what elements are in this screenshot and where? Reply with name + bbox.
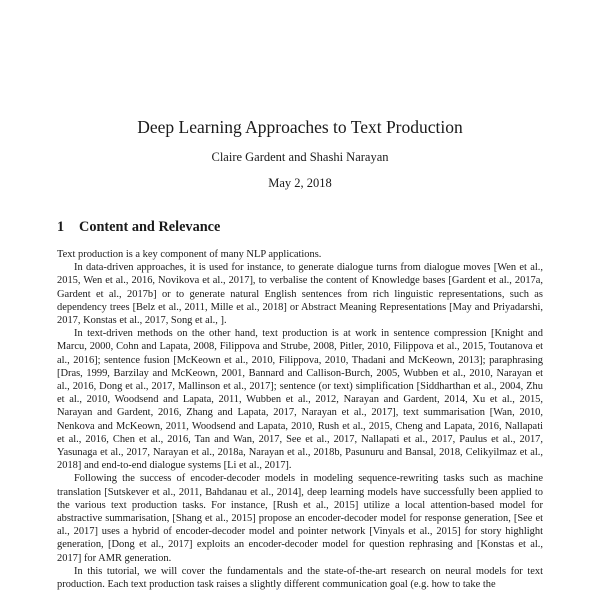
section-number: 1 xyxy=(57,219,65,235)
paper-title: Deep Learning Approaches to Text Production xyxy=(137,117,463,137)
paragraph-data-driven: In data-driven approaches, it is used for instance, to generate dialogue turns from dialogue moves [Wen et al., 2015, Wen et al., 2016, Novikova et al., 2017], to verbalise the content of Knowledge bases [Gardent et al., 2017a, Gardent et al., 2017b] or to generate natural English sentences from rich linguistic representations, such as dependency trees [Belz et al., 2011, Mille et al., 2018] or Abstract Meaning Representations [May and Priyadarshi, 2017, Konstas et al., 2017, Song et al., ]. xyxy=(57,262,543,327)
paper-date: May 2, 2018 xyxy=(268,176,332,190)
paragraph-text-driven: In text-driven methods on the other hand, text production is at work in sentence compression [Knight and Marcu, 2000, Cohn and Lapata, 2008, Filippova and Strube, 2008, Pitler, 2010, Filippova et al., 2015, Toutanova et al., 2016]; sentence fusion [McKeown et al., 2010, Filippova, 2010, Thadani and McKeown, 2013]; paraphrasing [Dras, 1999, Barzilay and McKeown, 2001, Bannard and Callison-Burch, 2005, Wubben et al., 2010, Narayan et al., 2016, Dong et al., 2017, Mallinson et al., 2017]; sentence (or text) simplification [Siddharthan et al., 2004, Zhu et al., 2010, Woodsend and Lapata, 2011, Wubben et al., 2012, Narayan and Gardent, 2014, Xu et al., 2015, Narayan and Gardent, 2016, Zhang and Lapata, 2017, Narayan et al., 2017], text summarisation [Wan, 2010, Nenkova and McKeown, 2011, Woodsend and Lapata, 2010, Rush et al., 2015, Cheng and Lapata, 2016, Nallapati et al., 2016, Chen et al., 2016, Tan and Wan, 2017, See et al., 2017, Nallapati et al., 2017, Paulus et al., 2017, Yasunaga et al., 2017, Narayan et al., 2018a, Narayan et al., 2018b, Pasunuru and Bansal, 2018, Celikyilmaz et al., 2018] and end-to-end dialogue systems [Li et al., 2017]. xyxy=(57,328,543,472)
paragraph-intro: Text production is a key component of many NLP applications. xyxy=(57,249,322,260)
paragraph-tutorial: In this tutorial, we will cover the fundamentals and the state-of-the-art research on neural models for text production. Each text production task raises a slightly different communication goal (e.g. how to take the xyxy=(57,565,543,591)
paper-authors: Claire Gardent and Shashi Narayan xyxy=(211,150,389,164)
section-title: Content and Relevance xyxy=(79,219,221,235)
section-body xyxy=(57,248,543,591)
section-heading xyxy=(57,219,220,236)
paragraph-encoder-decoder: Following the success of encoder-decoder models in modeling sequence-rewriting tasks such as machine translation [Sutskever et al., 2011, Bahdanau et al., 2014], deep learning models have successfully been applied to the various text production tasks. For instance, [Rush et al., 2015] utilize a local attention-based model for abstractive summarisation, [Shang et al., 2015] propose an encoder-decoder model for response generation, [See et al., 2017] uses a hybrid of encoder-decoder model and pointer network [Vinyals et al., 2015] for story highlight generation, [Dong et al., 2017] exploits an encoder-decoder model for question rephrasing and [Konstas et al., 2017] for AMR generation. xyxy=(57,473,543,564)
